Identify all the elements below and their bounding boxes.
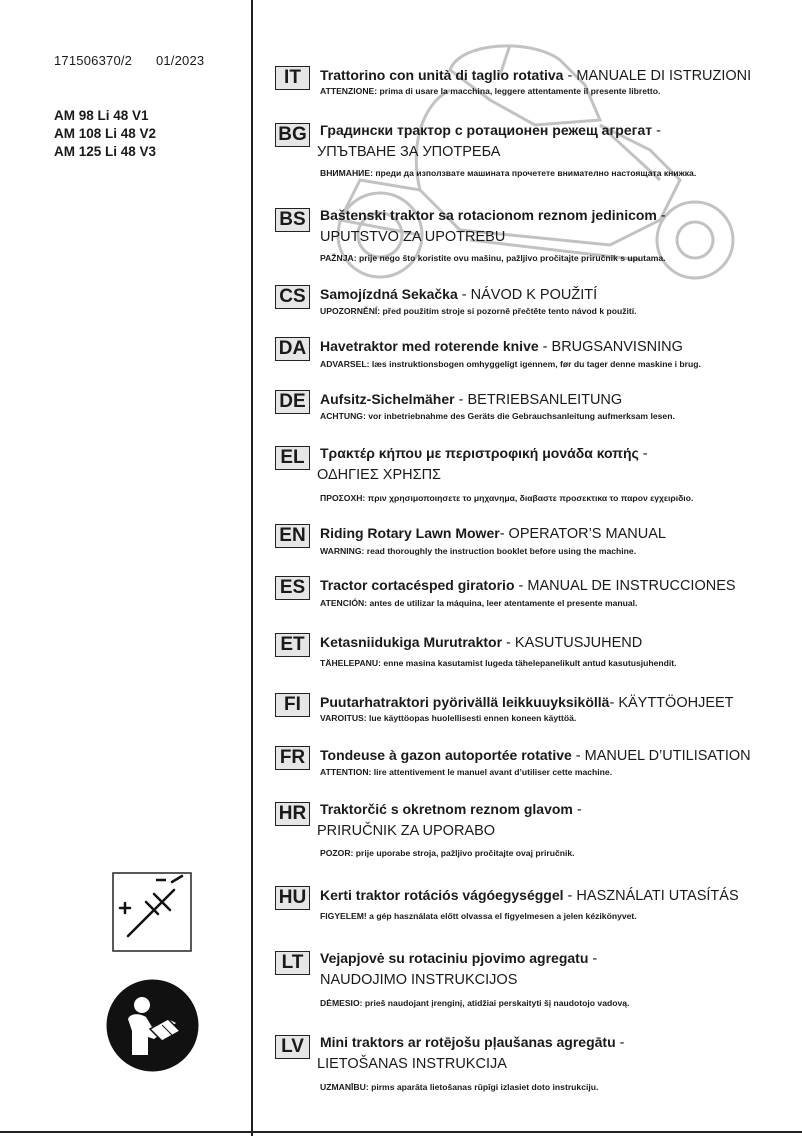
- document-date: 01/2023: [155, 53, 205, 68]
- model-list: [54, 107, 156, 161]
- language-code: LT: [275, 951, 310, 975]
- language-title: Trattorino con unità di taglio rotativa - MANUALE DI ISTRUZIONI: [320, 67, 752, 84]
- read-manual-icon: [106, 979, 199, 1072]
- language-title: Градински трактор с ротационен режещ агрегат - УПЪТВАНЕ ЗА УПОТРЕБА: [317, 122, 661, 160]
- language-warning: ADVARSEL: læs instruktionsbogen omhyggeligt igennem, før du tager denne maskine i brug.: [320, 359, 701, 369]
- language-code: BS: [275, 208, 310, 232]
- language-title: Mini traktors ar rotējošu pļaušanas agregātu - LIETOŠANAS INSTRUKCIJA: [317, 1034, 625, 1072]
- language-warning: ACHTUNG: vor inbetriebnahme des Geräts die Gebrauchsanleitung aufmerksam lesen.: [320, 411, 675, 421]
- language-title: Tondeuse à gazon autoportée rotative - MANUEL D’UTILISATION: [320, 747, 751, 764]
- language-code: BG: [275, 123, 310, 147]
- language-warning: FIGYELEM! a gép használata előtt olvassa el figyelmesen a jelen kézikönyvet.: [320, 911, 637, 921]
- document-meta: [54, 53, 204, 68]
- language-warning: DĖMESIO: prieš naudojant įrenginį, atidžiai perskaityti šį naudotojo vadovą.: [320, 998, 630, 1008]
- document-code: 171506370/2: [54, 53, 133, 68]
- language-title: Havetraktor med roterende knive - BRUGSANVISNING: [320, 338, 683, 355]
- language-code: HU: [275, 886, 310, 910]
- bottom-rule: [0, 1131, 802, 1133]
- language-code: ES: [275, 576, 310, 600]
- language-warning: ВНИМАНИЕ: преди да използвате машината прочетете внимателно настоящата книжка.: [320, 168, 697, 178]
- language-code: FR: [275, 746, 310, 770]
- language-title: Puutarhatraktori pyörivällä leikkuuyksiköllä- KÄYTTÖOHJEET: [320, 694, 734, 711]
- model-name: AM 125 Li 48 V3: [54, 144, 157, 159]
- vertical-divider: [251, 0, 253, 1136]
- language-warning: ΠΡΟΣΟΧΗ: πριν χρησιμοποιησετε το μηχανημα, διαβαστε προσεκτικα το παρον εγχειριδιο.: [320, 493, 694, 503]
- language-code: IT: [275, 66, 310, 90]
- language-code: ET: [275, 633, 310, 657]
- model-name: AM 108 Li 48 V2: [54, 126, 157, 141]
- model-name: AM 98 Li 48 V1: [54, 108, 149, 123]
- language-warning: TÄHELEPANU: enne masina kasutamist lugeda tähelepanelikult antud kasutusjuhendit.: [320, 658, 677, 668]
- language-code: CS: [275, 285, 310, 309]
- language-title: Tractor cortacésped giratorio - MANUAL DE INSTRUCCIONES: [320, 577, 736, 594]
- language-title: Riding Rotary Lawn Mower- OPERATOR’S MANUAL: [320, 525, 666, 542]
- language-title: Τρακτέρ κήπου με περιστροφική μονάδα κοπής - ΟΔΗΓΙΕΣ ΧΡΗΣΠΣ: [317, 445, 648, 483]
- battery-terminal-icon: [112, 872, 192, 952]
- language-warning: UZMANĪBU: pirms aparāta lietošanas rūpīgi izlasiet doto instrukciju.: [320, 1082, 599, 1092]
- language-warning: ATTENTION: lire attentivement le manuel avant d’utiliser cette machine.: [320, 767, 613, 777]
- language-code: FI: [275, 693, 310, 717]
- language-warning: ATTENZIONE: prima di usare la macchina, leggere attentamente il presente libretto.: [320, 86, 661, 96]
- language-warning: UPOZORNĚNÍ: před použitím stroje si pozorně přečtěte tento návod k použití.: [320, 306, 637, 316]
- language-code: EN: [275, 524, 310, 548]
- language-title: Kerti traktor rotációs vágóegységgel - HASZNÁLATI UTASÍTÁS: [320, 887, 739, 904]
- language-title: Ketasniidukiga Murutraktor - KASUTUSJUHEND: [320, 634, 643, 651]
- language-code: DA: [275, 337, 310, 361]
- language-title: Aufsitz-Sichelmäher - BETRIEBSANLEITUNG: [320, 391, 623, 408]
- language-warning: WARNING: read thoroughly the instruction booklet before using the machine.: [320, 546, 637, 556]
- language-warning: ATENCIÓN: antes de utilizar la máquina, leer atentamente el presente manual.: [320, 598, 638, 608]
- language-title: Traktorčić s okretnom reznom glavom - PRIRUČNIK ZA UPORABO: [317, 801, 582, 839]
- language-title: Vejapjovė su rotaciniu pjovimo agregatu - NAUDOJIMO INSTRUKCIJOS: [320, 950, 598, 988]
- language-code: EL: [275, 446, 310, 470]
- language-title: Samojízdná Sekačka - NÁVOD K POUŽITÍ: [320, 286, 598, 303]
- language-warning: VAROITUS: lue käyttöopas huolellisesti ennen koneen käyttöä.: [320, 713, 577, 723]
- language-title: Baštenski traktor sa rotacionom reznom jedinicom - UPUTSTVO ZA UPOTREBU: [320, 207, 666, 245]
- language-warning: POZOR: prije uporabe stroja, pažljivo pročitajte ovaj priručnik.: [320, 848, 575, 858]
- language-code: HR: [275, 802, 310, 826]
- language-code: LV: [275, 1035, 310, 1059]
- language-warning: PAŽNJA: prije nego što koristite ovu mašinu, pažljivo pročitajte priručnik s uputama.: [320, 253, 666, 263]
- language-code: DE: [275, 390, 310, 414]
